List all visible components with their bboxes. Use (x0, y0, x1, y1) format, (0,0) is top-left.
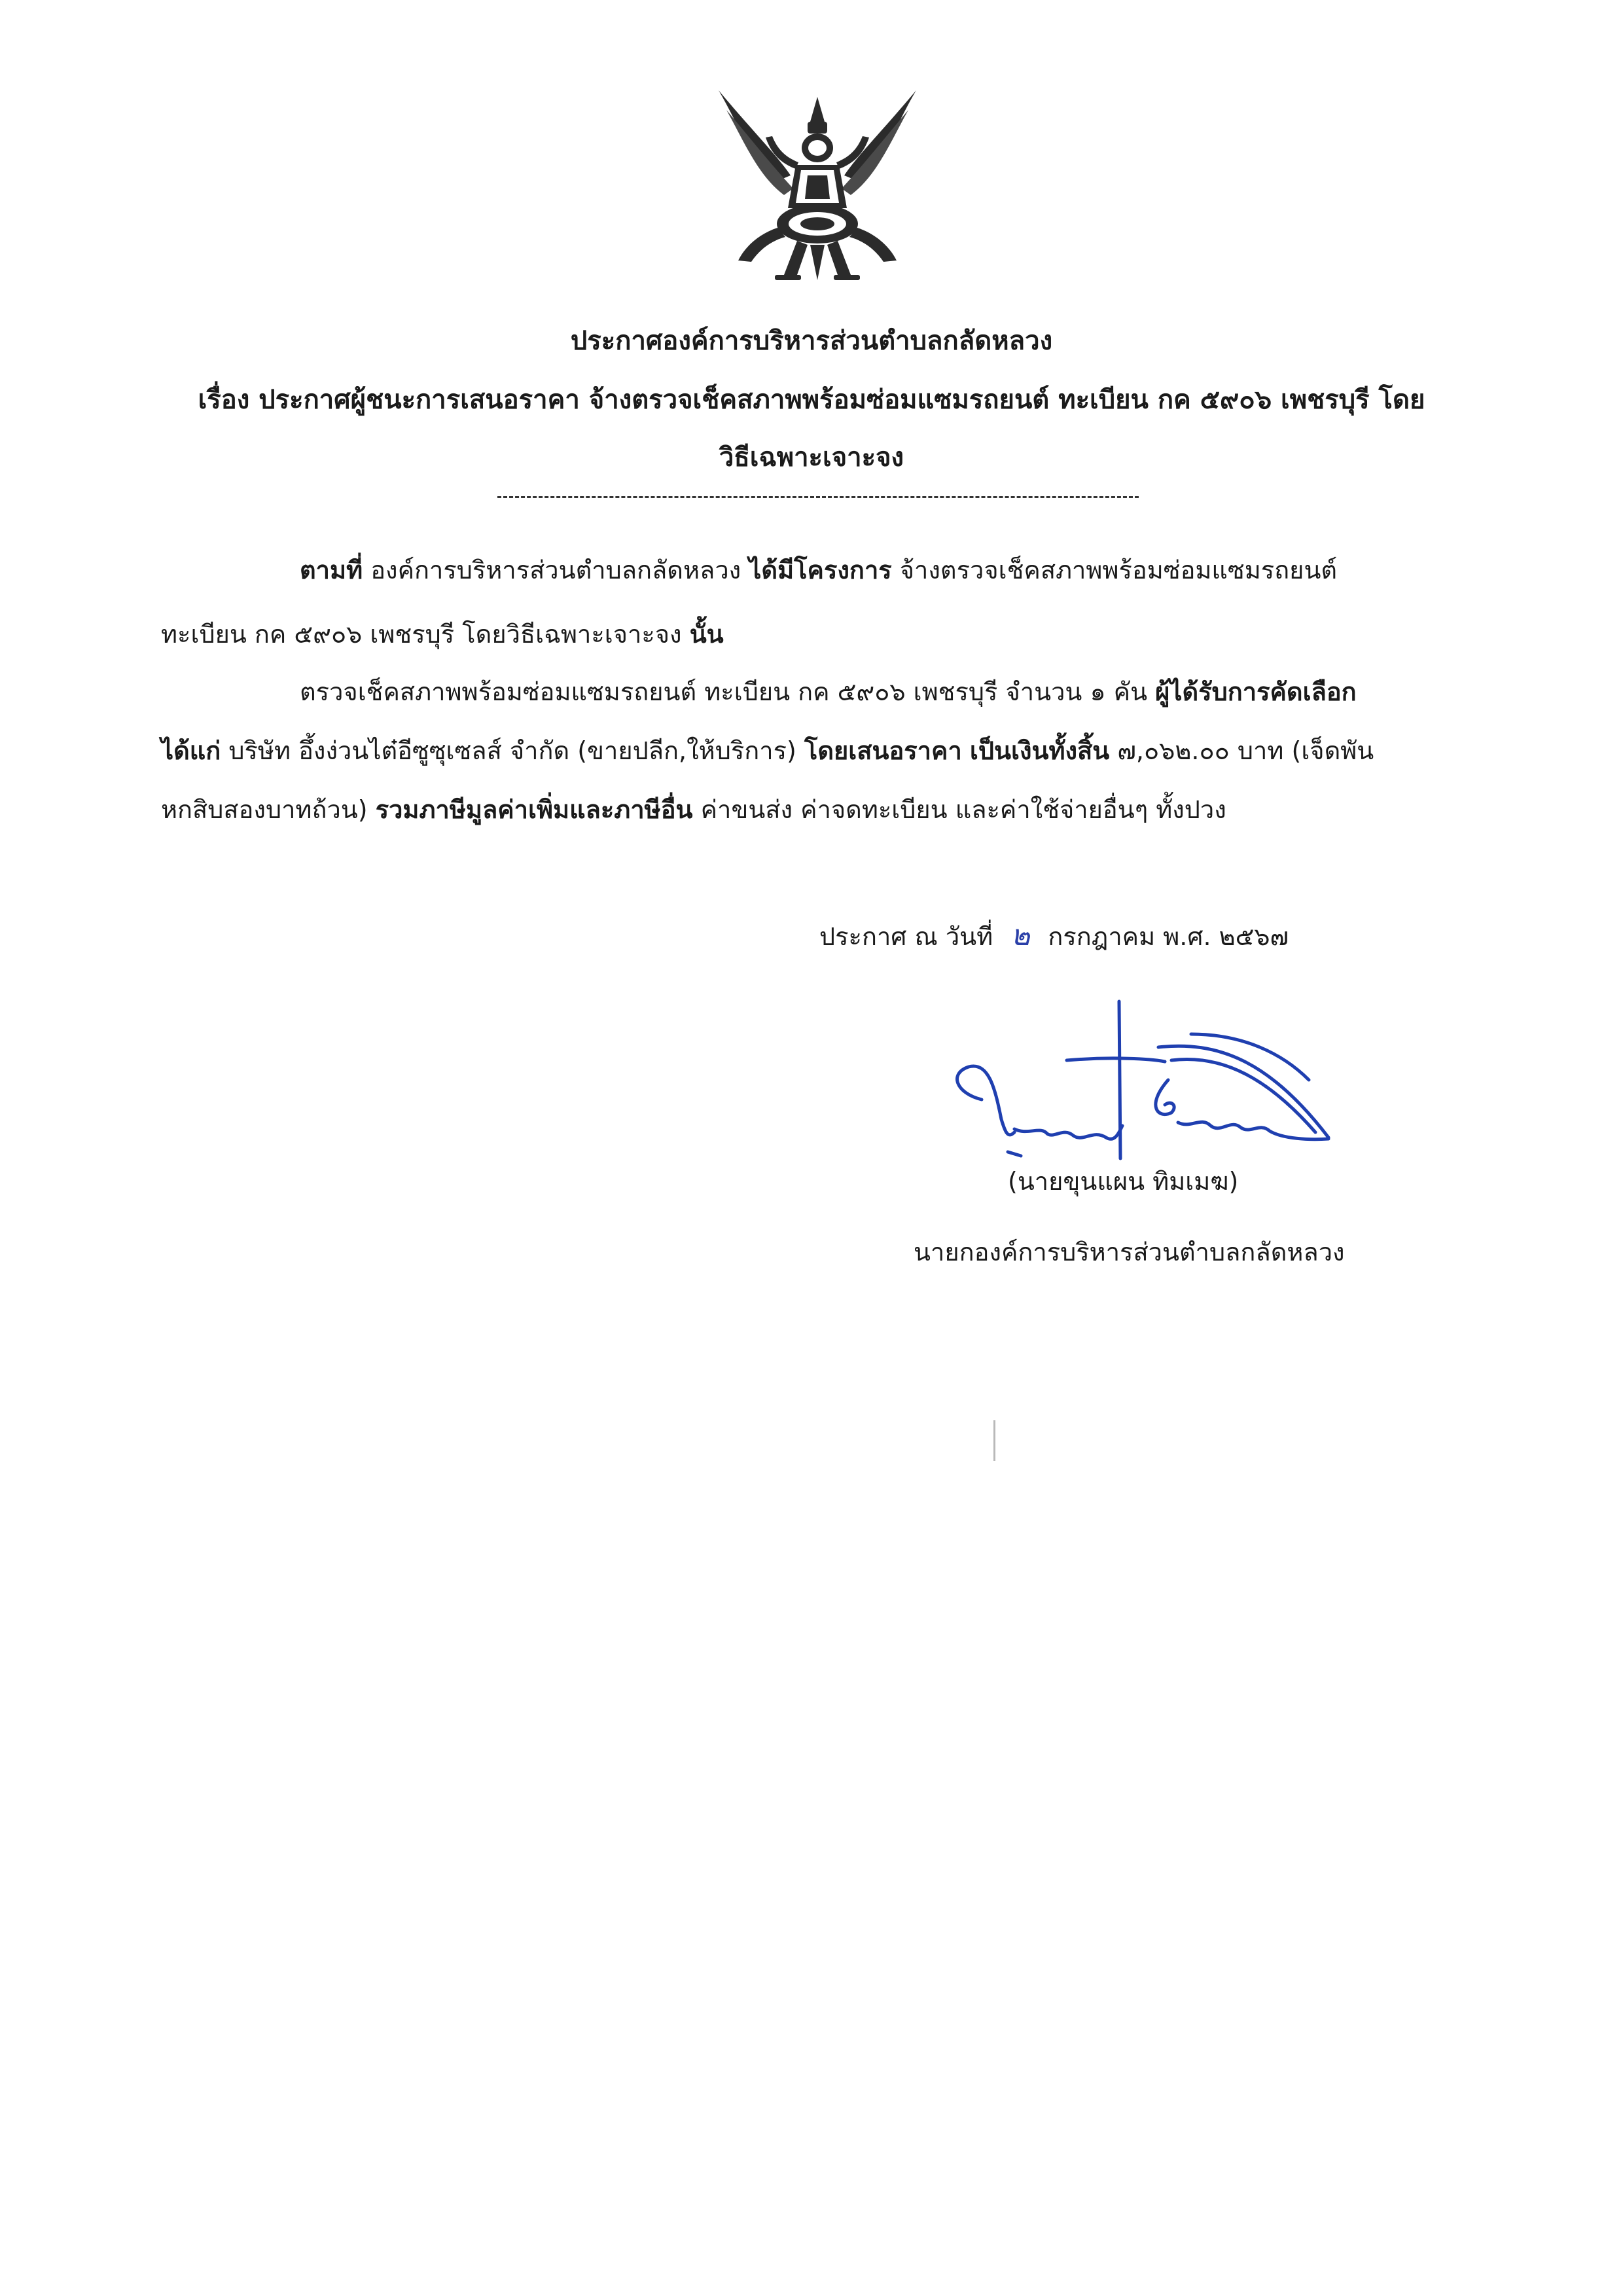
text-bold: เป็นเงินทั้งสิ้น (969, 736, 1110, 765)
paragraph-2-line-1 (161, 679, 1609, 704)
text: หกสิบสองบาทถ้วน) (161, 795, 376, 824)
subject-line-2: วิธีเฉพาะเจาะจง (719, 442, 904, 473)
subject-line-1: เรื่อง ประกาศผู้ชนะการเสนอราคา จ้างตรวจเช็คสภาพพร้อมซ่อมแซมรถยนต์ ทะเบียน กค ๕๙๐๖ เพชรบุรี โดย (198, 385, 1425, 415)
text: องค์การบริหารส่วนตำบลกลัดหลวง (363, 556, 749, 584)
paragraph-1-line-2 (161, 622, 1470, 647)
date-prefix: ประกาศ ณ วันที่ (819, 922, 993, 951)
date-suffix: กรกฎาคม พ.ศ. ๒๕๖๗ (1048, 922, 1289, 951)
handwritten-day: ๒ (1010, 919, 1030, 952)
text-bold: ได้มีโครงการ (749, 556, 892, 584)
signature-icon (942, 988, 1348, 1172)
text: จ้างตรวจเช็คสภาพพร้อมซ่อมแซมรถยนต์ (891, 556, 1338, 584)
text-bold: ได้แก่ (161, 736, 221, 765)
text (962, 736, 970, 765)
paragraph-2-line-3 (161, 797, 1470, 822)
text-bold: โดยเสนอราคา (804, 736, 962, 765)
text-bold: รวมภาษีมูลค่าเพิ่มและภาษีอื่น (375, 795, 693, 824)
text-bold: ตามที่ (300, 556, 363, 584)
signer-title: นายกองค์การบริหารส่วนตำบลกลัดหลวง (914, 1238, 1345, 1266)
scan-mark (993, 1420, 995, 1461)
text-bold: ผู้ได้รับการคัดเลือก (1155, 677, 1357, 706)
text: ค่าขนส่ง ค่าจดทะเบียน และค่าใช้จ่ายอื่นๆ ทั้งปวง (692, 795, 1226, 824)
text: ทะเบียน กค ๕๙๐๖ เพชรบุรี โดยวิธีเฉพาะเจาะจง (161, 620, 690, 649)
organization-heading: ประกาศองค์การบริหารส่วนตำบลกลัดหลวง (570, 326, 1053, 356)
text: ๗,๐๖๒.๐๐ บาท (เจ็ดพัน (1109, 736, 1374, 765)
text: บริษัท อึ้งง่วนไต๋อีซูซุเซลส์ จำกัด (ขายปลีก,ให้บริการ) (221, 736, 804, 765)
divider (497, 496, 1139, 498)
announcement-date (819, 912, 1289, 958)
signer-name: (นายขุนแผน ทิมเมฆ) (1008, 1167, 1239, 1196)
text-bold: นั้น (689, 620, 724, 649)
paragraph-1-line-1 (161, 558, 1609, 583)
text: ตรวจเช็คสภาพพร้อมซ่อมแซมรถยนต์ ทะเบียน กค ๕๙๐๖ เพชรบุรี จำนวน ๑ คัน (300, 677, 1156, 706)
garuda-emblem-icon (712, 84, 923, 292)
paragraph-2-line-2 (161, 738, 1470, 763)
